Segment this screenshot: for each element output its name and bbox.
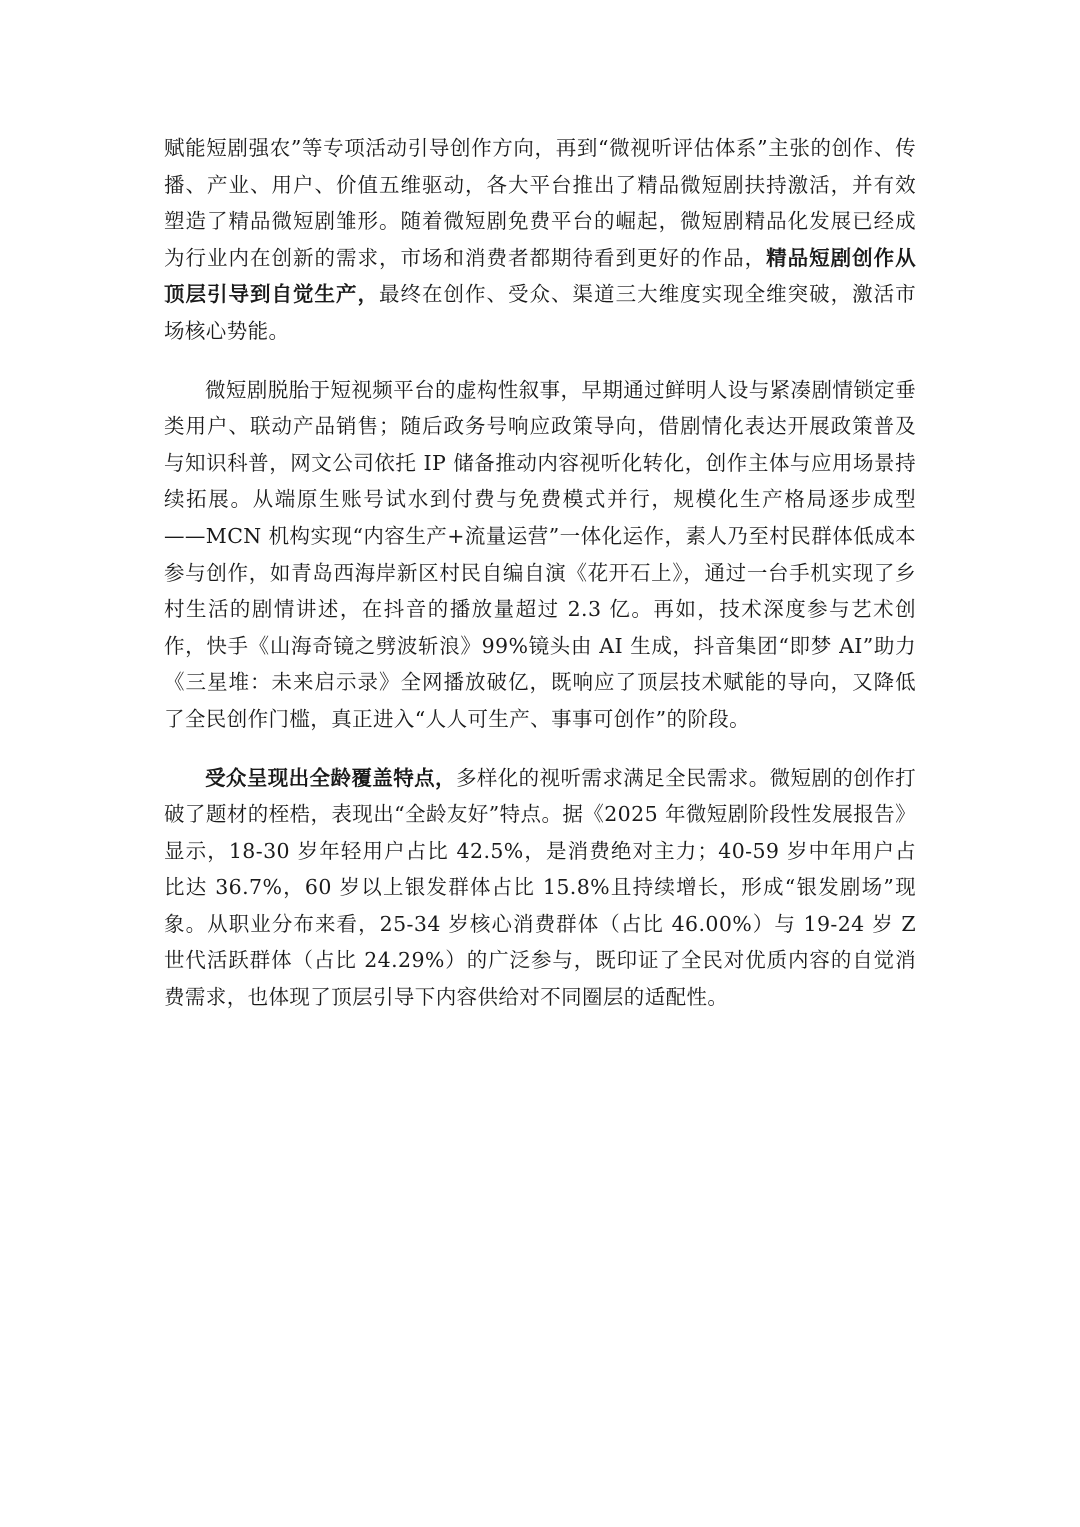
- paragraph-3-text: 多样化的视听需求满足全民需求。微短剧的创作打破了题材的桎梏，表现出“全龄友好”特点。据《2025 年微短剧阶段性发展报告》显示，18-30 岁年轻用户占比 42.5%，是消费绝对主力；40-59 岁中年用户占比达 36.7%，60 岁以上银发群体占比 15.8%且持续增长，形成“银发剧场”现象。从职业分布来看，25-34 岁核心消费群体（占比 46.00%）与 19-24 岁 Z 世代活跃群体（占比 24.29%）的广泛参与，既印证了全民对优质内容的自觉消费需求，也体现了顶层引导下内容供给对不同圈层的适配性。: [164, 765, 916, 1010]
- paragraph-3: [164, 760, 916, 1016]
- paragraph-1-text-end: 最终在创作、受众、渠道三大维度实现全维突破，激活市场核心势能。: [164, 282, 917, 343]
- paragraph-1-bold-text: 精品短剧创作从顶层引导到自觉生产，: [164, 245, 916, 307]
- paragraph-2-text: 微短剧脱胎于短视频平台的虚构性叙事，早期通过鲜明人设与紧凑剧情锁定垂类用户、联动产品销售；随后政务号响应政策导向，借剧情化表达开展政策普及与知识科普，网文公司依托 IP 储备推动内容视听化转化，创作主体与应用场景持续拓展。从端原生账号试水到付费与免费模式并行，规模化生产格局逐步成型——MCN 机构实现“内容生产+流量运营”一体化运作，素人乃至村民群体低成本参与创作，如青岛西海岸新区村民自编自演《花开石上》，通过一台手机实现了乡村生活的剧情讲述，在抖音的播放量超过 2.3 亿。再如，技术深度参与艺术创作，快手《山海奇镜之劈波斩浪》99%镜头由 AI 生成，抖音集团“即梦 AI”助力《三星堆：未来启示录》全网播放破亿，既响应了顶层技术赋能的导向，又降低了全民创作门槛，真正进入“人人可生产、事事可创作”的阶段。: [164, 377, 916, 731]
- paragraph-2: [164, 372, 916, 738]
- document-body: [164, 130, 916, 1038]
- paragraph-1-text: 赋能短剧强农”等专项活动引导创作方向，再到“微视听评估体系”主张的创作、传播、产业、用户、价值五维驱动，各大平台推出了精品微短剧扶持激活，并有效塑造了精品微短剧雏形。随着微短剧免费平台的崛起，微短剧精品化发展已经成为行业内在创新的需求，市场和消费者都期待看到更好的作品，: [164, 136, 916, 270]
- paragraph-3-bold-text: 受众呈现出全龄覆盖特点，: [205, 765, 456, 790]
- paragraph-1: [164, 130, 916, 350]
